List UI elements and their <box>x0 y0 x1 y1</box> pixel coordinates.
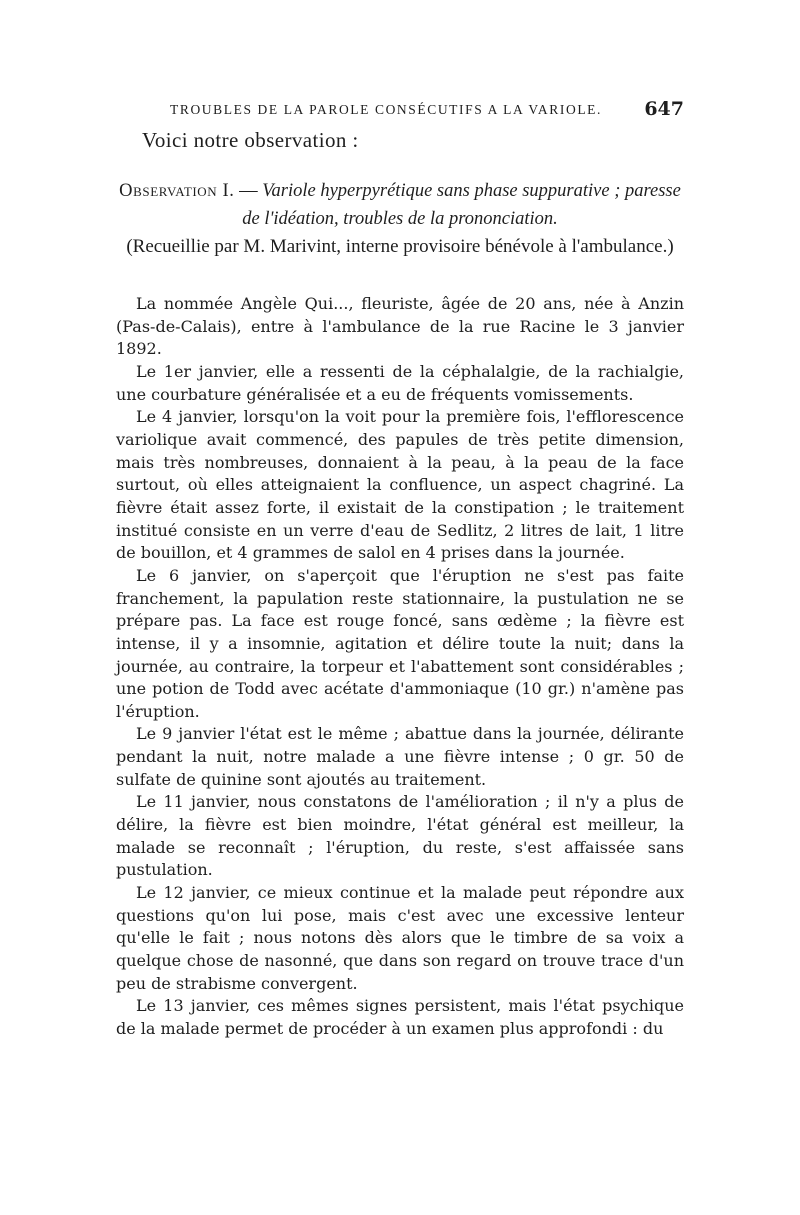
observation-title: Variole hyperpyrétique sans phase suppurative ; paresse de l'idéation, troubles de la prononciation. <box>242 181 681 229</box>
running-head <box>118 98 684 122</box>
observation-heading <box>116 177 684 233</box>
observation-label: Observation I. <box>119 181 235 201</box>
body-text <box>116 293 684 1041</box>
paragraph: Le 9 janvier l'état est le même ; abattue dans la journée, délirante pendant la nuit, notre malade a une fièvre intense ; 0 gr. 50 de sulfate de quinine sont ajoutés au traitement. <box>116 724 684 789</box>
paragraph: Le 13 janvier, ces mêmes signes persistent, mais l'état psychique de la malade permet de procéder à un examen plus approfondi : du <box>116 996 684 1038</box>
paragraph: La nommée Angèle Qui..., fleuriste, âgée de 20 ans, née à Anzin (Pas-de-Calais), entre à l'ambulance de la rue Racine le 3 janvier 1892. <box>116 294 684 359</box>
intro-line: Voici notre observation : <box>142 128 359 152</box>
paragraph: Le 4 janvier, lorsqu'on la voit pour la première fois, l'efflorescence variolique avait commencé, des papules de très petite dimension, mais très nombreuses, donnaient à la peau, à la peau de la face surtout, où elles atteignaient la confluence, un aspect chagriné. La fièvre était assez forte, il existait de la constipation ; le traitement institué consiste en un verre d'eau de Sedlitz, 2 litres de lait, 1 litre de bouillon, et 4 grammes de salol en 4 prises dans la journée. <box>116 407 684 563</box>
page-number: 647 <box>644 98 684 120</box>
running-head-title: TROUBLES DE LA PAROLE CONSÉCUTIFS A LA VARIOLE. <box>170 102 603 117</box>
observation-dash: — <box>234 181 263 201</box>
paragraph: Le 11 janvier, nous constatons de l'amélioration ; il n'y a plus de délire, la fièvre est bien moindre, l'état général est meilleur, la malade se reconnaît ; l'éruption, du reste, s'est affaissée sans pustulation. <box>116 792 684 880</box>
observation-credit: (Recueillie par M. Marivint, interne provisoire bénévole à l'ambulance.) <box>126 236 674 257</box>
paragraph: Le 1er janvier, elle a ressenti de la céphalalgie, de la rachialgie, une courbature généralisée et a eu de fréquents vomissements. <box>116 361 684 404</box>
paragraph: Le 12 janvier, ce mieux continue et la malade peut répondre aux questions qu'on lui pose, mais c'est avec une excessive lenteur qu'elle le fait ; nous notons dès alors que le timbre de sa voix a quelque chose de nasonné, que dans son regard on trouve trace d'un peu de strabisme convergent. <box>116 883 684 993</box>
paragraph: Le 6 janvier, on s'aperçoit que l'éruption ne s'est pas faite franchement, la papulation reste stationnaire, la pustulation ne se prépare pas. La face est rouge foncé, sans œdème ; la fièvre est intense, il y a insomnie, agitation et délire toute la nuit; dans la journée, au contraire, la torpeur et l'abattement sont considérables ; une potion de Todd avec acétate d'ammoniaque (10 gr.) n'amène pas l'éruption. <box>116 565 684 721</box>
